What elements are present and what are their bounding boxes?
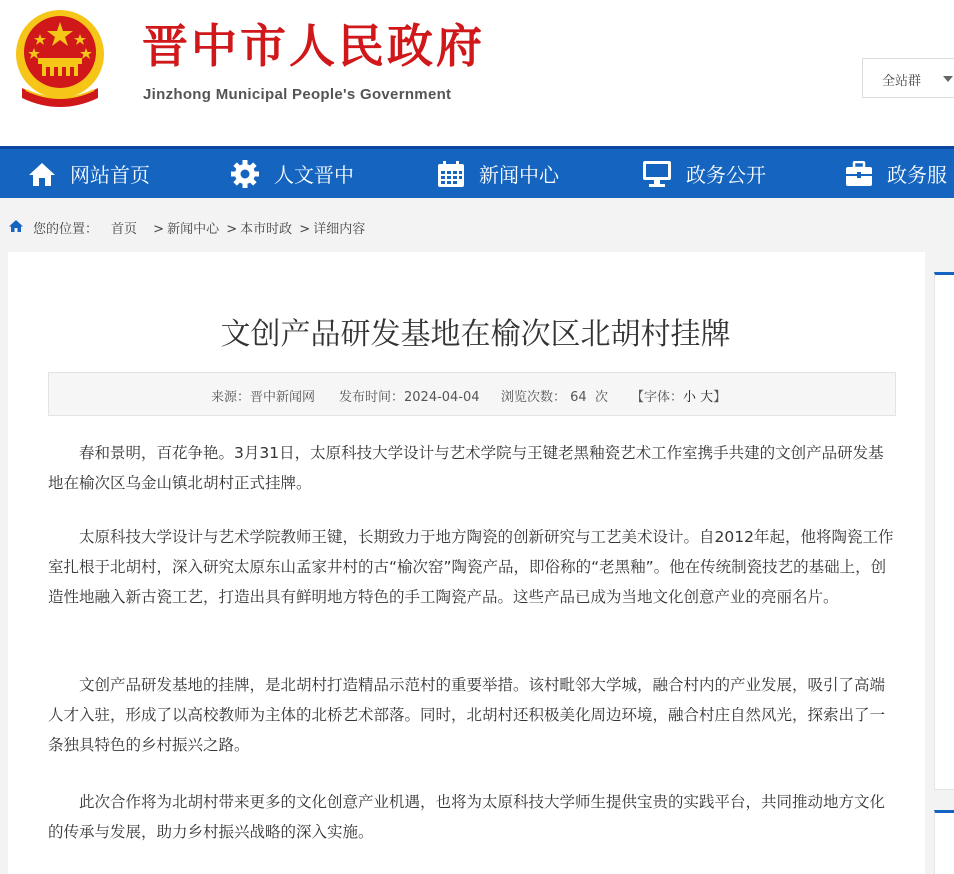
meta-source [211, 386, 315, 405]
calendar-icon [437, 160, 465, 188]
sidebar-panel [934, 810, 954, 874]
nav-item-label: 新闻中心 [479, 163, 559, 187]
site-subtitle: Jinzhong Municipal People's Government [143, 86, 452, 103]
search-scope-select[interactable] [862, 58, 954, 98]
breadcrumb-prefix: 您的位置： [33, 222, 99, 237]
main-nav [0, 146, 954, 198]
meta-views-unit: 次 [594, 390, 608, 405]
nav-item-news[interactable] [437, 149, 559, 198]
article-paragraph: 此次合作将为北胡村带来更多的文化创意产业机遇，也将为太原科技大学师生提供宝贵的实践平台，共同推动地方文化的传承与发展，助力乡村振兴战略的深入实施。 [48, 793, 886, 841]
site-header [0, 0, 954, 146]
sidebar-panel [934, 272, 954, 790]
meta-font-close: 】 [713, 390, 727, 405]
national-emblem-icon[interactable] [12, 8, 108, 110]
gear-icon [230, 159, 260, 189]
meta-views-label: 浏览次数： [501, 390, 567, 405]
meta-source-value: 晋中新闻网 [250, 390, 316, 405]
breadcrumb-link-home[interactable]: 首页 [111, 222, 138, 237]
meta-date-label: 发布时间： [339, 390, 405, 405]
nav-item-label: 政务公开 [686, 163, 766, 187]
breadcrumb [0, 198, 954, 252]
nav-item-label: 政务服 [887, 163, 947, 187]
site-title: 晋中市人民政府 [142, 19, 485, 73]
article-paragraph: 太原科技大学设计与艺术学院教师王键，长期致力于地方陶瓷的创新研究与工艺美术设计。自2012年起，他将陶瓷工作室扎根于北胡村，深入研究太原东山孟家井村的古“榆次窑”陶瓷产品，即俗称的“老黑釉”。他在传统制瓷技艺的基础上，创造性地融入新古瓷工艺，打造出具有鲜明地方特色的手工陶瓷产品。这些产品已成为当地文化创意产业的亮丽名片。 [48, 528, 894, 606]
nav-item-label: 网站首页 [70, 163, 150, 187]
breadcrumb-trail [111, 218, 365, 237]
font-small-button[interactable]: 小 [683, 390, 697, 405]
font-large-button[interactable]: 大 [700, 390, 714, 405]
breadcrumb-link-local-politics[interactable]: 本市时政 [240, 222, 293, 237]
breadcrumb-current: 详细内容 [313, 222, 366, 237]
article-paragraph: 文创产品研发基地的挂牌，是北胡村打造精品示范村的重要举措。该村毗邻大学城，融合村内的产业发展，吸引了高端人才入驻，形成了以高校教师为主体的北桥艺术部落。同时，北胡村还积极美化周边环境，融合村庄自然风光，探索出了一条独具特色的乡村振兴之路。 [48, 676, 886, 754]
meta-date-value: 2024-04-04 [404, 390, 480, 405]
meta-font-label: 【字体： [631, 390, 684, 405]
chevron-down-icon [943, 76, 953, 82]
nav-item-gov-services[interactable] [845, 149, 947, 198]
breadcrumb-link-news[interactable]: 新闻中心 [167, 222, 220, 237]
home-icon [8, 219, 24, 233]
article-paragraph: 春和景明，百花争艳。3月31日，太原科技大学设计与艺术学院与王键老黑釉瓷艺术工作室携手共建的文创产品研发基地在榆次区乌金山镇北胡村正式挂牌。 [48, 444, 884, 492]
breadcrumb-separator: > [226, 222, 238, 237]
briefcase-icon [845, 161, 873, 187]
article-meta-bar [48, 372, 896, 416]
nav-item-label: 人文晋中 [274, 163, 354, 187]
meta-date [339, 386, 480, 405]
article-title: 文创产品研发基地在榆次区北胡村挂牌 [220, 317, 731, 352]
meta-views [501, 386, 608, 405]
search-scope-label: 全站群 [882, 74, 922, 89]
nav-item-culture[interactable] [230, 149, 354, 198]
meta-font-size [631, 386, 726, 405]
article-panel [8, 252, 925, 874]
breadcrumb-separator: > [153, 222, 165, 237]
meta-views-value: 64 [570, 390, 587, 405]
meta-source-label: 来源： [211, 390, 251, 405]
home-icon [28, 161, 56, 187]
nav-item-home[interactable] [28, 149, 150, 198]
breadcrumb-separator: > [299, 222, 311, 237]
monitor-icon [642, 160, 672, 188]
nav-item-gov-affairs[interactable] [642, 149, 766, 198]
